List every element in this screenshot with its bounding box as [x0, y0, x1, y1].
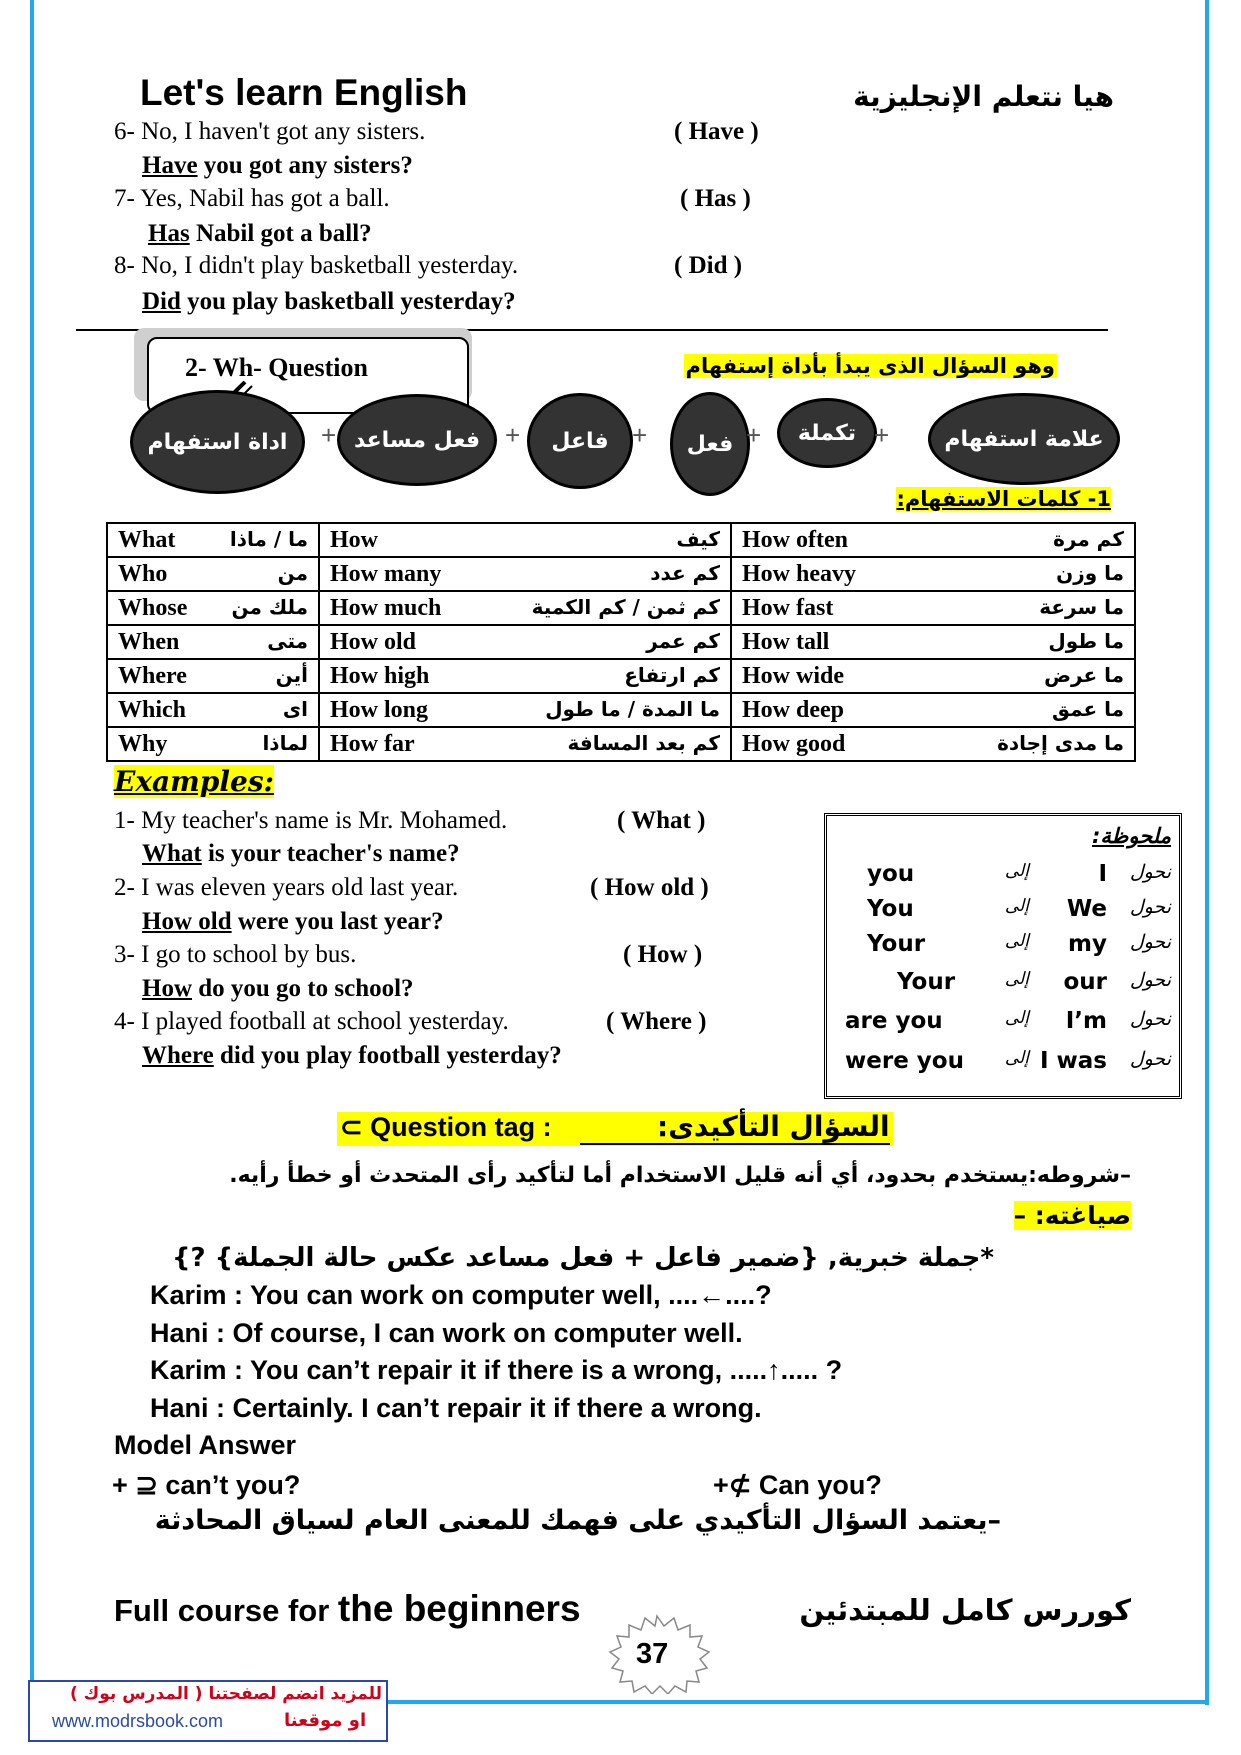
model-answer-label: Model Answer	[114, 1430, 297, 1460]
table-cell	[107, 693, 319, 727]
answer-rest: you got any sisters?	[197, 152, 413, 179]
answer-keyword: Where	[142, 1042, 214, 1069]
table-cell	[731, 523, 1135, 557]
example-cue-2: ( How old )	[590, 874, 709, 901]
example-answer-1	[142, 840, 460, 868]
page-border-right	[1205, 0, 1209, 1705]
table-cell	[107, 727, 319, 761]
example-question-4: 4- I played football at school yesterday.	[114, 1008, 509, 1035]
table-cell	[731, 625, 1135, 659]
table-row	[107, 625, 1135, 659]
question-word-ar: كم مرة	[1053, 526, 1124, 551]
question-words-table	[106, 522, 1136, 762]
plus-sign: +	[746, 420, 762, 450]
table-cell	[319, 659, 731, 693]
oval-complement: تكملة	[777, 398, 877, 468]
question-word-en: Whose	[118, 594, 188, 621]
question-word-ar: ما عرض	[1044, 662, 1124, 687]
table-row	[107, 659, 1135, 693]
question-word-en: How old	[330, 628, 417, 655]
yesno-cue-7: ( Has )	[680, 185, 751, 212]
question-word-en: Which	[118, 696, 187, 723]
table-cell	[319, 523, 731, 557]
utterance: Of course, I can work on computer well.	[232, 1318, 743, 1348]
example-answer-4	[142, 1042, 562, 1070]
examples-heading: Examples:	[114, 765, 274, 798]
model-answer-2: +⊄ Can you?	[713, 1470, 882, 1500]
question-word-ar: كم عدد	[650, 560, 720, 585]
table-row	[107, 727, 1135, 761]
table-cell	[107, 557, 319, 591]
dialog-line-1	[150, 1280, 772, 1311]
table-cell	[319, 727, 731, 761]
question-word-ar: كم ثمن / كم الكمية	[531, 594, 720, 619]
question-word-ar: ما عمق	[1052, 696, 1124, 721]
example-cue-4: ( Where )	[606, 1008, 707, 1035]
note-to: إلى	[1004, 861, 1029, 881]
plus-sign: +	[321, 420, 337, 450]
speaker: Hani :	[150, 1318, 226, 1348]
footer-promo[interactable]	[28, 1680, 388, 1742]
note-verb: نحول	[1129, 931, 1171, 953]
note-from: We	[1066, 896, 1107, 922]
table-row	[107, 557, 1135, 591]
example-answer-3	[142, 975, 414, 1003]
example-question-3: 3- I go to school by bus.	[114, 941, 357, 968]
answer-rest: do you go to school?	[192, 975, 414, 1002]
question-word-ar: ما وزن	[1056, 560, 1124, 585]
question-word-ar: ما مدى إجادة	[997, 730, 1124, 755]
answer-rest: were you last year?	[231, 908, 444, 935]
note-verb: نحول	[1129, 896, 1171, 918]
question-word-en: How tall	[742, 628, 830, 655]
page-border-left	[30, 0, 34, 1700]
table-cell	[107, 659, 319, 693]
qtag-form-label: صياغته: –	[1013, 1201, 1131, 1230]
table-cell	[731, 659, 1135, 693]
note-to: إلى	[1004, 931, 1029, 951]
answer-keyword: How	[142, 975, 192, 1002]
qtag-underline	[580, 1143, 890, 1145]
yesno-cue-8: ( Did )	[674, 252, 743, 279]
note-from: our	[1063, 969, 1107, 995]
question-word-en: Why	[118, 730, 168, 757]
note-verb: نحول	[1129, 861, 1171, 883]
question-word-en: How much	[330, 594, 442, 621]
answer-rest: did you play football yesterday?	[213, 1042, 562, 1069]
question-word-en: Who	[118, 560, 168, 587]
table-cell	[731, 693, 1135, 727]
question-word-ar: ملك من	[231, 594, 308, 619]
note-verb: نحول	[1129, 969, 1171, 991]
question-word-en: How	[330, 526, 378, 553]
yesno-answer-8	[142, 288, 516, 316]
wh-description: وهو السؤال الذى يبدأ بأداة إستفهام	[685, 354, 1055, 378]
question-word-ar: كم عمر	[646, 628, 720, 653]
question-word-ar: ما طول	[1048, 628, 1124, 653]
promo-text: للمزيد انضم لصفحتنا ( المدرس بوك )	[69, 1684, 382, 1704]
answer-keyword: Have	[142, 152, 198, 179]
question-word-en: What	[118, 526, 176, 553]
table-cell	[107, 591, 319, 625]
plus-sign: +	[505, 420, 521, 450]
note-to: إلى	[1004, 896, 1029, 916]
note-verb: نحول	[1129, 1008, 1171, 1030]
answer-keyword: Did	[142, 288, 181, 315]
table-cell	[319, 693, 731, 727]
note-title: ملحوظة:	[1092, 824, 1171, 848]
answer-keyword: What	[142, 840, 202, 867]
example-question-1: 1- My teacher's name is Mr. Mohamed.	[114, 807, 508, 834]
table-cell	[319, 557, 731, 591]
footer-course-en-b: the beginners	[337, 1588, 581, 1629]
promo-site-link[interactable]: www.modrsbook.com	[52, 1711, 224, 1731]
note-from: I was	[1039, 1048, 1107, 1074]
page-title-ar: هيا نتعلم الإنجليزية	[853, 80, 1114, 113]
question-word-en: How many	[330, 560, 442, 587]
answer-rest: is your teacher's name?	[201, 840, 460, 867]
question-word-en: How far	[330, 730, 415, 757]
question-word-ar: كم ارتفاع	[624, 662, 720, 687]
answer-rest: you play basketball yesterday?	[180, 288, 516, 315]
table-row	[107, 523, 1135, 557]
yesno-answer-6	[142, 152, 413, 180]
promo-site-label: او موقعنا	[284, 1710, 367, 1731]
utterance: You can work on computer well, ....←....?	[250, 1280, 772, 1310]
table-cell	[731, 591, 1135, 625]
qtag-heading-ar: السؤال التأكيدى:	[657, 1110, 890, 1143]
utterance: You can’t repair it if there is a wrong, .....↑..... ?	[250, 1355, 843, 1385]
page-number: 37	[636, 1638, 669, 1670]
question-word-en: How often	[742, 526, 848, 553]
note-target: Your	[897, 969, 956, 995]
utterance: Certainly. I can’t repair it if there a wrong.	[232, 1393, 762, 1423]
note-verb: نحول	[1129, 1048, 1171, 1070]
wh-box-label: 2- Wh- Question	[185, 353, 368, 382]
dialog-line-3	[150, 1355, 842, 1386]
yesno-question-8: 8- No, I didn't play basketball yesterday.	[114, 252, 519, 279]
question-word-en: When	[118, 628, 180, 655]
example-answer-2	[142, 908, 444, 936]
table-cell	[319, 625, 731, 659]
oval-auxiliary: فعل مساعد	[337, 394, 497, 486]
note-target: Your	[867, 931, 926, 957]
plus-sign: +	[874, 420, 890, 450]
page-title-en: Let's learn English	[140, 72, 468, 113]
question-word-en: How wide	[742, 662, 844, 689]
oval-subject: فاعل	[527, 393, 633, 489]
table-cell	[107, 625, 319, 659]
note-from: my	[1068, 931, 1107, 957]
note-target: are you	[845, 1008, 943, 1034]
note-to: إلى	[1004, 969, 1029, 989]
footer-course-en-a: Full course for	[114, 1593, 338, 1628]
question-word-ar: اى	[282, 696, 308, 721]
oval-verb: فعل	[670, 392, 750, 496]
oval-question-word: اداة استفهام	[130, 390, 305, 494]
plus-sign: +	[632, 420, 648, 450]
footer-course-ar: كوررس كامل للمبتدئين	[799, 1593, 1131, 1627]
question-word-ar: ما سرعة	[1039, 594, 1124, 619]
speaker: Hani :	[150, 1393, 226, 1423]
qtag-formula: *جملة خبرية, {ضمير فاعل + فعل مساعد عكس حالة الجملة} ?}	[172, 1243, 994, 1273]
yesno-cue-6: ( Have )	[674, 118, 759, 145]
question-word-en: How heavy	[742, 560, 856, 587]
yesno-question-6: 6- No, I haven't got any sisters.	[114, 118, 426, 145]
question-word-ar: كيف	[676, 526, 720, 551]
example-cue-3: ( How )	[623, 941, 703, 968]
question-word-ar: ما المدة / ما طول	[545, 696, 720, 721]
footer-course-en	[114, 1588, 581, 1630]
note-from: I	[1098, 861, 1107, 887]
table-cell	[731, 727, 1135, 761]
dialog-line-4	[150, 1393, 762, 1424]
note-target: you	[867, 861, 915, 887]
model-answer-1: + ⊇ can’t you?	[112, 1470, 301, 1500]
oval-question-mark: علامة استفهام	[928, 393, 1120, 485]
note-box	[824, 813, 1182, 1099]
table-cell	[107, 523, 319, 557]
example-cue-1: ( What )	[617, 807, 706, 834]
question-word-en: How high	[330, 662, 430, 689]
question-words-heading: 1- كلمات الاستفهام:	[896, 487, 1111, 511]
note-target: You	[867, 896, 914, 922]
answer-keyword: How old	[142, 908, 232, 935]
question-word-ar: من	[277, 560, 308, 585]
question-word-en: How deep	[742, 696, 844, 723]
question-word-ar: ما / ماذا	[229, 526, 308, 551]
table-row	[107, 693, 1135, 727]
question-word-en: Where	[118, 662, 187, 689]
qtag-heading-en: ⊂ Question tag :	[340, 1112, 552, 1142]
table-cell	[319, 591, 731, 625]
example-question-2: 2- I was eleven years old last year.	[114, 874, 459, 901]
answer-rest: Nabil got a ball?	[189, 220, 372, 247]
qtag-conditions: –شروطه:يستخدم بحدود، أي أنه قليل الاستخدام أما لتأكيد رأى المتحدث أو خطأ رأيه.	[229, 1163, 1131, 1188]
yesno-answer-7	[148, 220, 372, 248]
note-to: إلى	[1004, 1048, 1029, 1068]
question-word-ar: كم بعد المسافة	[567, 730, 720, 755]
question-word-en: How long	[330, 696, 429, 723]
question-word-en: How fast	[742, 594, 834, 621]
dialog-line-2	[150, 1318, 743, 1349]
note-target: were you	[845, 1048, 964, 1074]
table-cell	[731, 557, 1135, 591]
question-word-ar: متى	[267, 628, 308, 653]
table-row	[107, 591, 1135, 625]
qtag-closing-note: –يعتمد السؤال التأكيدي على فهمك للمعنى العام لسياق المحادثة	[154, 1505, 1001, 1536]
speaker: Karim :	[150, 1355, 244, 1385]
note-from: I’m	[1065, 1008, 1107, 1034]
yesno-question-7: 7- Yes, Nabil has got a ball.	[114, 185, 390, 212]
speaker: Karim :	[150, 1280, 244, 1310]
note-to: إلى	[1004, 1008, 1029, 1028]
question-word-ar: لماذا	[262, 730, 308, 755]
question-word-en: How good	[742, 730, 846, 757]
question-word-ar: أين	[275, 662, 308, 687]
answer-keyword: Has	[148, 220, 190, 247]
